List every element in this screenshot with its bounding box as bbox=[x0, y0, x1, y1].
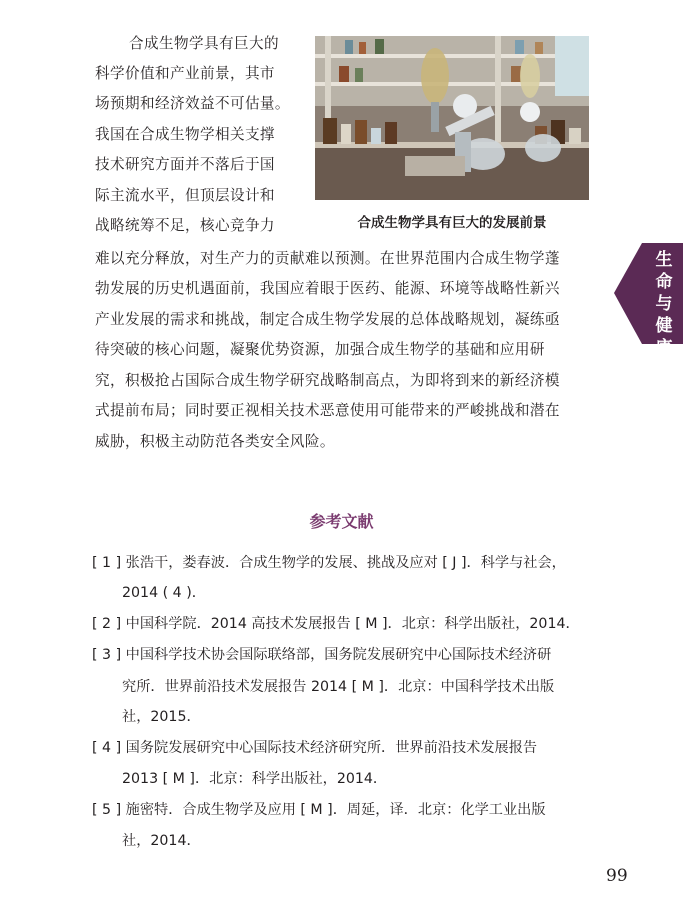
reference-line: [ 2 ] 中国科学院．2014 高技术发展报告 [ M ]．北京：科学出版社，2014． bbox=[92, 616, 580, 632]
paragraph-line: 科学价值和产业前景，其市 bbox=[95, 65, 275, 82]
reference-line: [ 5 ] 施密特．合成生物学及应用 [ M ]．周延，译．北京：化学工业出版 bbox=[92, 802, 546, 818]
paragraph-line: 究，积极抢占国际合成生物学研究战略制高点，为即将到来的新经济模 bbox=[95, 372, 560, 389]
reference-line: [ 1 ] 张浩干，娄春波．合成生物学的发展、挑战及应对 [ J ]．科学与社会， bbox=[92, 555, 566, 571]
paragraph-line: 式提前布局；同时要正视相关技术恶意使用可能带来的严峻挑战和潜在 bbox=[95, 402, 560, 419]
paragraph-line: 难以充分释放，对生产力的贡献难以预测。在世界范围内合成生物学蓬 bbox=[95, 250, 560, 267]
reference-line: 2014 ( 4 )． bbox=[122, 585, 206, 601]
paragraph-line: 合成生物学具有巨大的 bbox=[129, 35, 279, 52]
figure-caption: 合成生物学具有巨大的发展前景 bbox=[357, 215, 547, 231]
side-tab-label: 生 命 与 健 康 bbox=[655, 250, 673, 358]
chapter-side-tab bbox=[614, 243, 683, 358]
paragraph-line: 际主流水平，但顶层设计和 bbox=[95, 187, 275, 204]
reference-line: 究所．世界前沿技术发展报告 2014 [ M ]．北京：中国科学技术出版 bbox=[122, 679, 555, 695]
reference-line: [ 3 ] 中国科学技术协会国际联络部，国务院发展研究中心国际技术经济研 bbox=[92, 647, 552, 663]
paragraph-line: 我国在合成生物学相关支撑 bbox=[95, 126, 275, 143]
paragraph-line: 勃发展的历史机遇面前，我国应着眼于医药、能源、环境等战略性新兴 bbox=[95, 280, 560, 297]
paragraph-line: 待突破的核心问题，凝聚优势资源，加强合成生物学的基础和应用研 bbox=[95, 341, 545, 358]
reference-line: [ 4 ] 国务院发展研究中心国际技术经济研究所．世界前沿技术发展报告 bbox=[92, 740, 538, 756]
references-title: 参考文献 bbox=[309, 512, 374, 531]
paragraph-line: 技术研究方面并不落后于国 bbox=[95, 156, 275, 173]
page-number: 99 bbox=[606, 866, 628, 886]
paragraph-line: 战略统筹不足，核心竞争力 bbox=[95, 217, 275, 234]
paragraph-line: 场预期和经济效益不可估量。 bbox=[95, 95, 290, 112]
paragraph-line: 产业发展的需求和挑战，制定合成生物学发展的总体战略规划，凝练亟 bbox=[95, 311, 560, 328]
reference-line: 社，2014． bbox=[122, 833, 201, 849]
paragraph-line: 威胁，积极主动防范各类安全风险。 bbox=[95, 433, 335, 450]
reference-line: 社，2015． bbox=[122, 709, 201, 725]
lab-photo bbox=[315, 36, 589, 200]
reference-line: 2013 [ M ]．北京：科学出版社，2014． bbox=[122, 771, 388, 787]
